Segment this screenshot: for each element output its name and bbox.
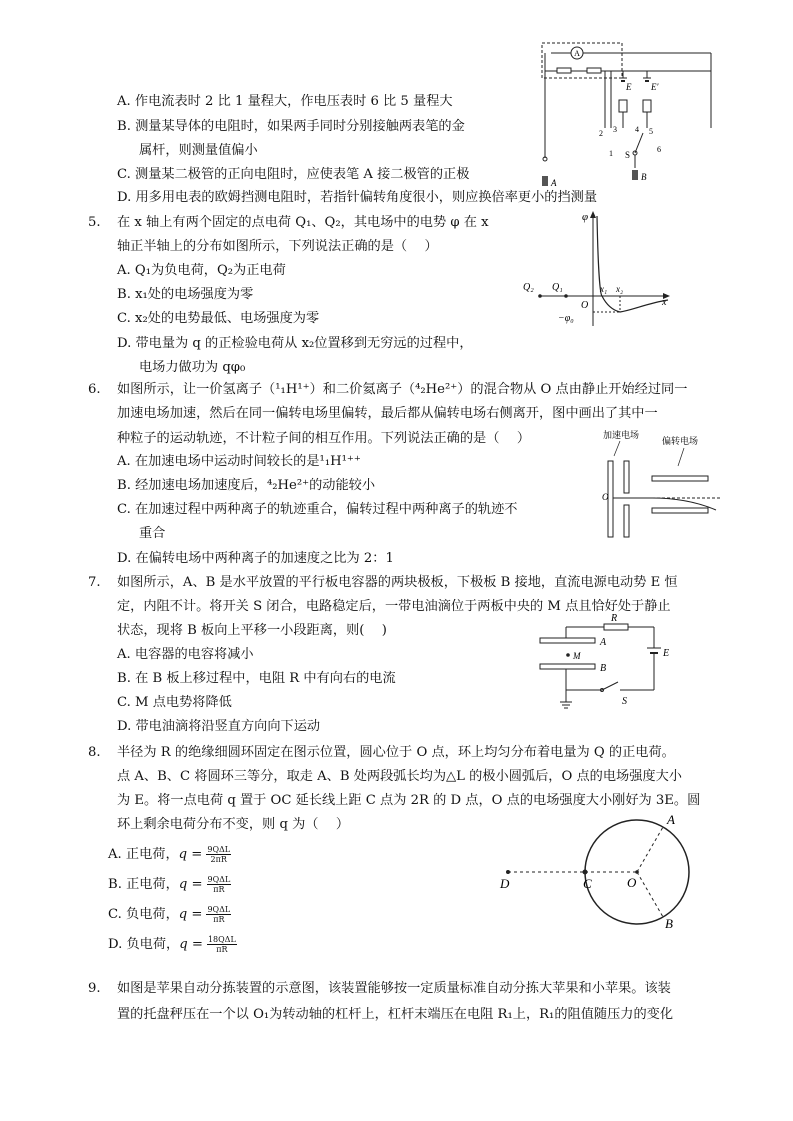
q8-stem-4: 环上剩余电荷分布不变，则 q 为（ ） [117, 817, 350, 832]
svg-text:S: S [625, 150, 631, 160]
q4-option-c: C. 测量某二极管的正向电阻时，应使表笔 A 接二极管的正极 [117, 167, 470, 182]
svg-text:A: A [600, 637, 607, 648]
svg-text:A: A [574, 49, 580, 58]
q4-option-b: B. 测量某导体的电阻时，如果两手同时分别接触两表笔的金 [117, 119, 465, 134]
q9-number: 9. [88, 981, 101, 996]
q5-option-d-cont: 电场力做功为 qφ₀ [139, 360, 246, 375]
svg-text:φ: φ [582, 211, 589, 223]
q6-option-d: D. 在偏转电场中两种离子的加速度之比为 2：1 [117, 551, 394, 566]
q4-multimeter-figure [535, 38, 720, 188]
q7-number: 7. [88, 575, 101, 590]
q6-stem-2: 加速电场加速，然后在同一偏转电场里偏转，最后都从偏转电场右侧离开，图中画出了其中一 [117, 406, 658, 421]
svg-text:2: 2 [599, 129, 603, 138]
svg-text:A: A [667, 812, 675, 827]
svg-text:O: O [627, 875, 637, 890]
q6-field-figure [598, 426, 723, 541]
q7-stem-1: 如图所示，A、B 是水平放置的平行板电容器的两块极板，下极板 B 接地，直流电源电动势 E 恒 [117, 575, 678, 590]
q7-capacitor-circuit [530, 610, 670, 715]
svg-text:1: 1 [609, 149, 613, 158]
q7-option-d: D. 带电油滴将沿竖直方向向下运动 [117, 719, 321, 734]
svg-text:−φ₀: −φ₀ [558, 313, 574, 324]
svg-text:O: O [602, 492, 609, 502]
svg-text:x₂: x₂ [616, 284, 624, 294]
q8-option-a: A. 正电荷，q = $\frac{\text{9QΔL}}{2\pi R}$ [108, 845, 231, 864]
q7-option-c: C. M 点电势将降低 [117, 695, 232, 710]
svg-text:Q₂: Q₂ [523, 282, 534, 293]
svg-text:Q₁: Q₁ [552, 282, 563, 293]
q6-option-a: A. 在加速电场中运动时间较长的是¹₁H¹⁺⁺ [117, 454, 361, 469]
q4-option-d: D. 用多用电表的欧姆挡测电阻时，若指针偏转角度很小，则应换倍率更小的挡测量 [117, 190, 598, 205]
svg-text:3: 3 [613, 125, 617, 134]
svg-text:S: S [622, 696, 627, 707]
svg-text:5: 5 [649, 127, 653, 136]
svg-text:E: E [663, 648, 670, 659]
q6-number: 6. [88, 382, 101, 397]
q5-stem-2: 轴正半轴上的分布如图所示，下列说法正确的是（ ） [117, 239, 438, 254]
svg-text:A: A [551, 178, 557, 188]
q7-option-b: B. 在 B 板上移过程中，电阻 R 中有向右的电流 [117, 671, 396, 686]
q8-option-b: B. 正电荷，q = $\frac{\text{9QΔL}}{\pi R}$ [108, 875, 231, 894]
q8-stem-2: 点 A、B、C 将圆环三等分，取走 A、B 处两段弧长均为△L 的极小圆弧后，O 点的电场强度大小 [117, 769, 682, 784]
q8-ring-figure [495, 808, 715, 931]
svg-text:x: x [662, 297, 667, 308]
q5-option-c: C. x₂处的电势最低、电场强度为零 [117, 311, 320, 326]
svg-text:M: M [573, 651, 581, 661]
q8-stem-3: 为 E。将一点电荷 q 置于 OC 延长线上距 C 点为 2R 的 D 点，O 点的电场强度大小刚好为 3E。圆 [117, 793, 701, 808]
svg-text:x₁: x₁ [600, 284, 608, 294]
svg-text:O: O [581, 300, 589, 311]
svg-text:B: B [641, 172, 647, 182]
svg-text:R: R [611, 613, 618, 624]
q5-stem-1: 在 x 轴上有两个固定的点电荷 Q₁、Q₂，其电场中的电势 φ 在 x [117, 215, 489, 230]
q7-option-a: A. 电容器的电容将减小 [117, 647, 254, 662]
svg-text:4: 4 [635, 125, 639, 134]
q6-option-c: C. 在加速过程中两种离子的轨迹重合，偏转过程中两种离子的轨迹不 [117, 502, 518, 517]
q6-stem-1: 如图所示，让一价氢离子（¹₁H¹⁺）和二价氦离子（⁴₂He²⁺）的混合物从 O 点由静止开始经过同一 [117, 382, 688, 397]
svg-text:6: 6 [657, 145, 661, 154]
q4-option-a: A. 作电流表时 2 比 1 量程大，作电压表时 6 比 5 量程大 [117, 94, 453, 109]
q8-number: 8. [88, 745, 101, 760]
q9-stem-1: 如图是苹果自动分拣装置的示意图，该装置能够按一定质量标准自动分拣大苹果和小苹果。该装 [117, 981, 671, 996]
q5-option-a: A. Q₁为负电荷，Q₂为正电荷 [117, 263, 286, 278]
q5-potential-graph [518, 208, 673, 333]
q5-option-d: D. 带电量为 q 的正检验电荷从 x₂位置移到无穷远的过程中， [117, 336, 473, 351]
q6-option-b: B. 经加速电场加速度后，⁴₂He²⁺的动能较小 [117, 478, 376, 493]
svg-text:偏转电场: 偏转电场 [662, 436, 699, 446]
q7-stem-3: 状态，现将 B 板向上平移一小段距离，则( ) [117, 623, 387, 638]
svg-text:C: C [583, 876, 592, 891]
q8-option-d: D. 负电荷，q = $\frac{\text{18QΔL}}{\pi R}$ [108, 935, 236, 954]
q4-option-b-cont: 属杆，则测量值偏小 [139, 143, 258, 158]
q9-stem-2: 置的托盘秤压在一个以 O₁为转动轴的杠杆上，杠杆末端压在电阻 R₁上，R₁的阻值随压力的变化 [117, 1007, 674, 1022]
q8-option-c: C. 负电荷，q = $\frac{\text{9QΔL}}{\pi R}$ [108, 905, 231, 924]
svg-text:E: E [626, 82, 632, 92]
q5-option-b: B. x₁处的电场强度为零 [117, 287, 254, 302]
q7-stem-2: 定，内阻不计。将开关 S 闭合，电路稳定后，一带电油滴位于两板中央的 M 点且恰好处于静止 [117, 599, 671, 614]
svg-text:D: D [500, 876, 510, 891]
svg-text:B: B [665, 916, 673, 931]
q6-stem-3: 种粒子的运动轨迹，不计粒子间的相互作用。下列说法正确的是（ ） [117, 431, 531, 446]
svg-text:E′: E′ [651, 82, 659, 92]
q6-option-c-cont: 重合 [139, 526, 166, 541]
svg-text:B: B [600, 663, 607, 674]
q5-number: 5. [88, 215, 101, 230]
q8-stem-1: 半径为 R 的绝缘细圆环固定在图示位置，圆心位于 O 点，环上均匀分布着电量为 Q 的正电荷。 [117, 745, 675, 760]
svg-text:加速电场: 加速电场 [603, 430, 640, 440]
